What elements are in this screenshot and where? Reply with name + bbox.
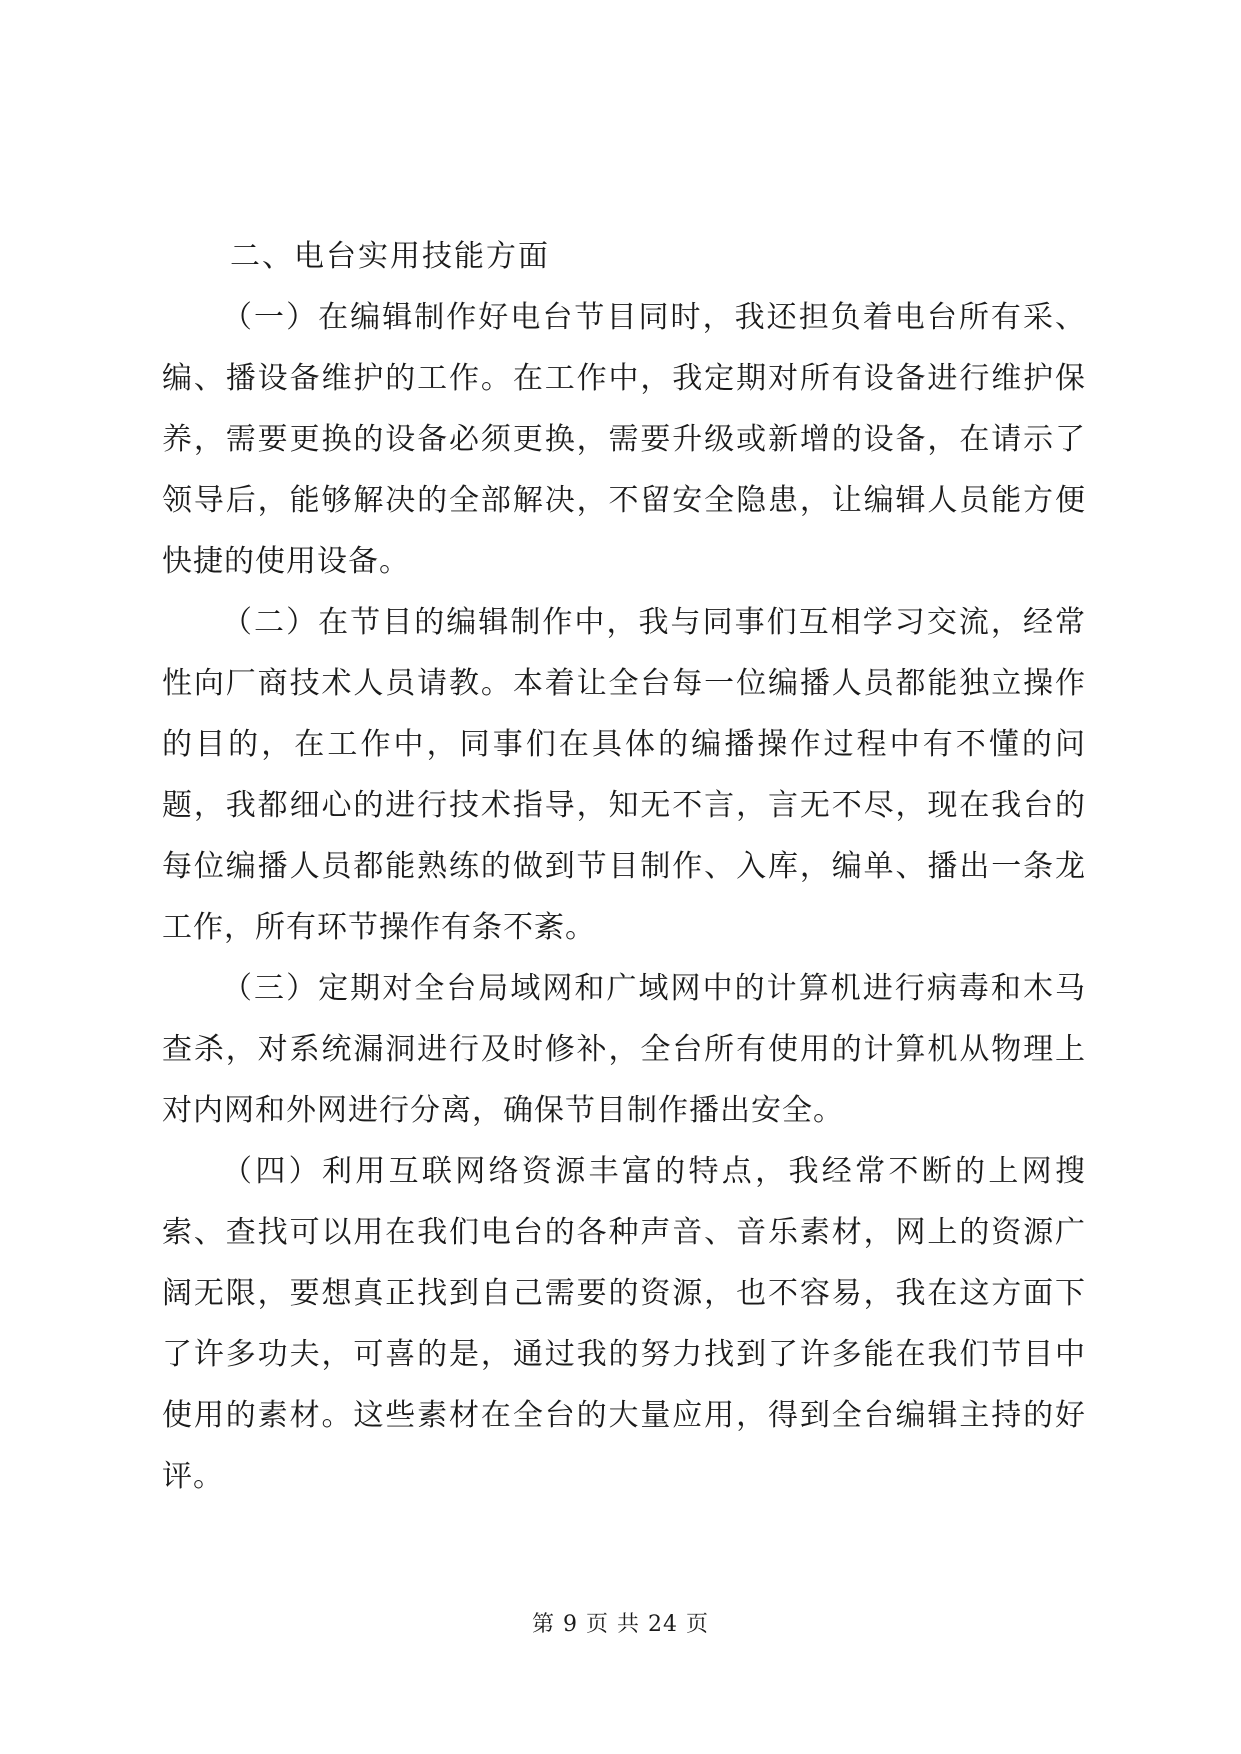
document-body — [162, 226, 1086, 1507]
paragraph-4: （四）利用互联网络资源丰富的特点，我经常不断的上网搜索、查找可以用在我们电台的各种声音、音乐素材，网上的资源广阔无限，要想真正找到自己需要的资源，也不容易，我在这方面下了许多功夫，可喜的是，通过我的努力找到了许多能在我们节目中使用的素材。这些素材在全台的大量应用，得到全台编辑主持的好评。 — [162, 1154, 1086, 1494]
section-heading: 二、电台实用技能方面 — [230, 239, 550, 274]
paragraph-3: （三）定期对全台局域网和广域网中的计算机进行病毒和木马查杀，对系统漏洞进行及时修补，全台所有使用的计算机从物理上对内网和外网进行分离，确保节目制作播出安全。 — [162, 971, 1086, 1128]
paragraph-1: （一）在编辑制作好电台节目同时，我还担负着电台所有采、编、播设备维护的工作。在工作中，我定期对所有设备进行维护保养，需要更换的设备必须更换，需要升级或新增的设备，在请示了领导后，能够解决的全部解决，不留安全隐患，让编辑人员能方便快捷的使用设备。 — [162, 300, 1086, 579]
paragraph-2: （二）在节目的编辑制作中，我与同事们互相学习交流，经常性向厂商技术人员请教。本着让全台每一位编播人员都能独立操作的目的，在工作中，同事们在具体的编播操作过程中有不懂的问题，我都细心的进行技术指导，知无不言，言无不尽，现在我台的每位编播人员都能熟练的做到节目制作、入库，编单、播出一条龙工作，所有环节操作有条不紊。 — [162, 605, 1086, 945]
page-footer: 第 9 页 共 24 页 — [532, 1612, 709, 1637]
